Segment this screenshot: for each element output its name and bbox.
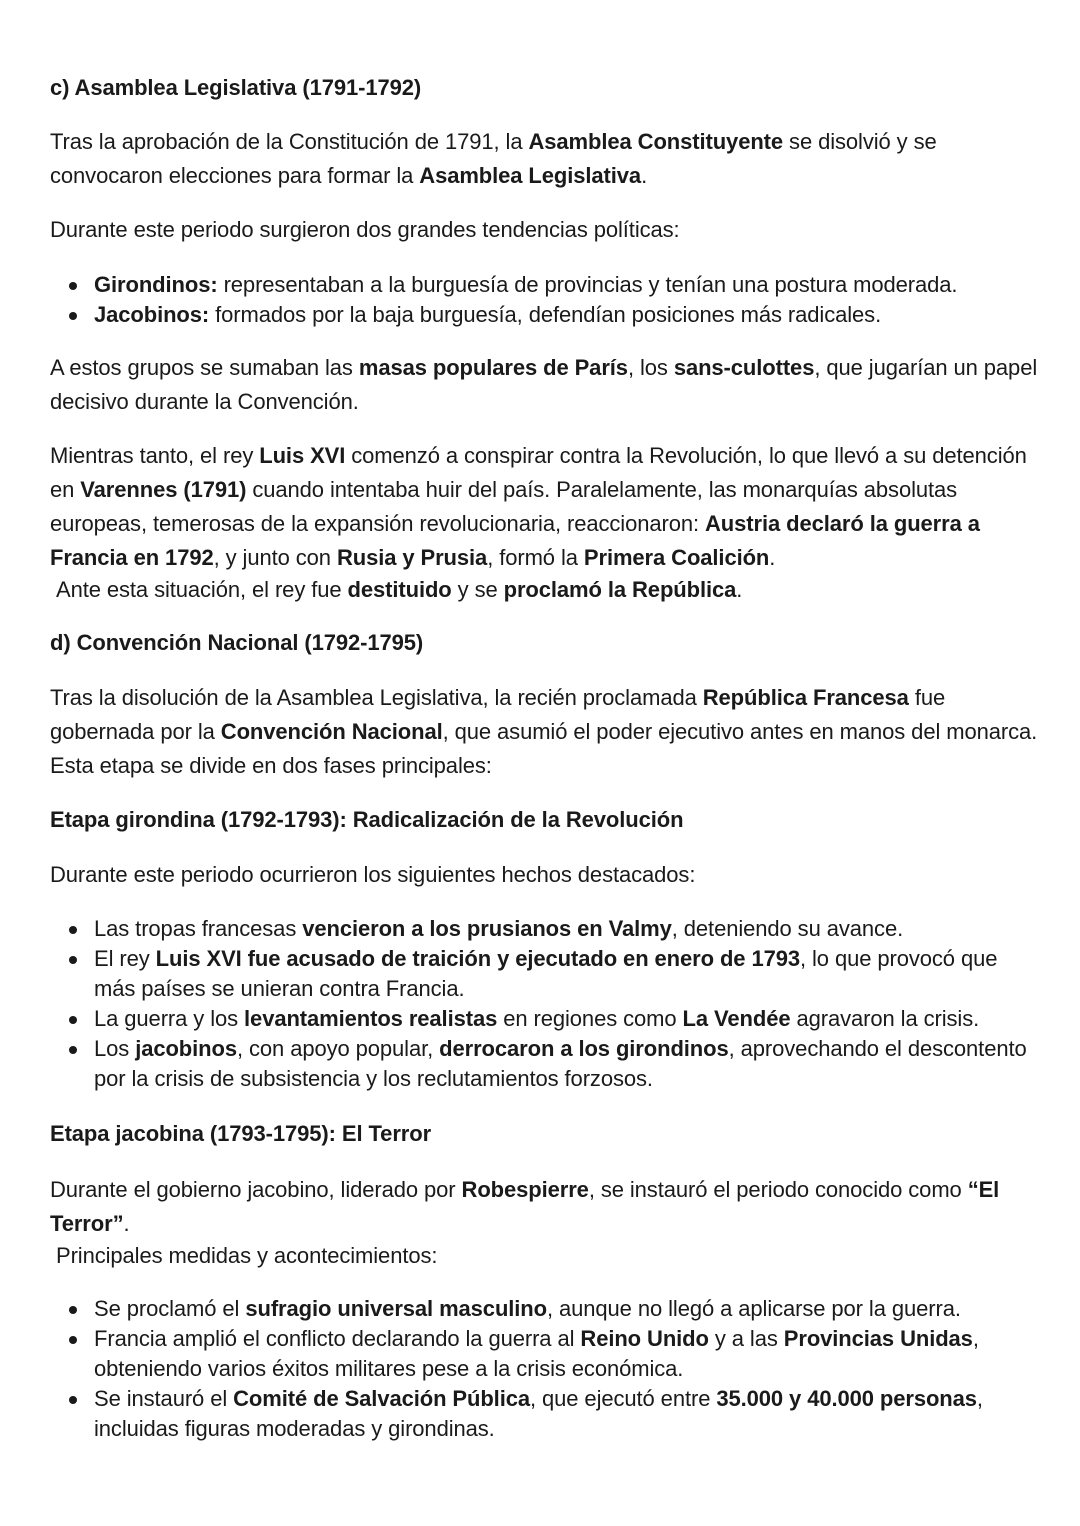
- etapa-girondina-intro: Durante este periodo ocurrieron los siguientes hechos destacados:: [50, 862, 696, 887]
- bold-text: Luis XVI: [259, 443, 346, 468]
- text: Tras la disolución de la Asamblea Legislativa, la recién proclamada: [50, 685, 703, 710]
- text: y se: [451, 577, 504, 602]
- text: .: [123, 1211, 130, 1236]
- bold-text: proclamó la República: [503, 577, 737, 602]
- text: , y junto con: [213, 545, 337, 570]
- text: representaban a la burguesía de provincias y tenían una postura moderada.: [217, 272, 958, 297]
- text: , aunque no llegó a aplicarse por la guerra.: [546, 1296, 961, 1321]
- bold-text: Girondinos:: [94, 272, 218, 297]
- bold-text: levantamientos realistas: [244, 1006, 498, 1031]
- bold-text: Comité de Salvación Pública: [233, 1386, 530, 1411]
- bold-text: La Vendée: [682, 1006, 791, 1031]
- text: .: [641, 163, 648, 188]
- text: , que asumió el poder ejecutivo antes en manos del monarca. Esta etapa se divide en dos fases principales:: [50, 719, 1038, 778]
- text: en regiones como: [497, 1006, 683, 1031]
- etapa-jacobina-subintro: Principales medidas y acontecimientos:: [56, 1243, 438, 1268]
- text: Los: [94, 1036, 136, 1061]
- text: La guerra y los: [94, 1006, 245, 1031]
- text: Se proclamó el: [94, 1296, 246, 1321]
- bold-text: 35.000 y 40.000 personas: [716, 1386, 977, 1411]
- section-d-heading: d) Convención Nacional (1792-1795): [50, 630, 424, 655]
- etapa-jacobina-heading: Etapa jacobina (1793-1795): El Terror: [50, 1121, 432, 1146]
- bold-text: Asamblea Legislativa: [419, 163, 642, 188]
- text: comenzó a conspirar contra la Revolución, lo que llevó a su detención en: [50, 443, 1027, 502]
- bold-text: jacobinos: [135, 1036, 237, 1061]
- tendencias-list: [50, 270, 1040, 330]
- section-c-paragraph-3: [50, 351, 1040, 419]
- section-d-paragraph-1: [50, 681, 1040, 783]
- text: .: [769, 545, 776, 570]
- bold-text: Convención Nacional: [220, 719, 443, 744]
- list-item: [50, 944, 1040, 1004]
- bold-text: Jacobinos:: [94, 302, 210, 327]
- text: A estos grupos se sumaban las: [50, 355, 359, 380]
- list-item: [50, 300, 1040, 330]
- text: Se instauró el: [94, 1386, 234, 1411]
- bold-text: Robespierre: [461, 1177, 589, 1202]
- text: se disolvió y se convocaron elecciones para formar la: [50, 129, 937, 188]
- text: Ante esta situación, el rey fue: [56, 577, 348, 602]
- bold-text: Varennes (1791): [80, 477, 247, 502]
- text: Las tropas francesas: [94, 916, 303, 941]
- list-item: [50, 270, 1040, 300]
- list-item: [50, 1034, 1040, 1094]
- list-item: [50, 1384, 1040, 1444]
- text: .: [736, 577, 743, 602]
- text: , que ejecutó entre: [529, 1386, 717, 1411]
- bold-text: Provincias Unidas: [783, 1326, 973, 1351]
- bold-text: destituido: [347, 577, 452, 602]
- section-c-paragraph-4: [50, 439, 1040, 575]
- bold-text: República Francesa: [702, 685, 909, 710]
- bold-text: sans-culottes: [673, 355, 815, 380]
- list-item: [50, 1294, 1040, 1324]
- bold-text: “El Terror”: [50, 1177, 1000, 1236]
- text: , los: [627, 355, 674, 380]
- text: cuando intentaba huir del país. Paralelamente, las monarquías absolutas europeas, temerosas de la expansión revolucionaria, reaccionaron:: [50, 477, 958, 536]
- section-c-heading: c) Asamblea Legislativa (1791-1792): [50, 75, 422, 100]
- text: , aprovechando el descontento por la crisis de subsistencia y los reclutamientos forzosos.: [94, 1036, 1027, 1091]
- section-c-paragraph-5: [50, 573, 1046, 607]
- text: Tras la aprobación de la Constitución de 1791, la: [50, 129, 529, 154]
- bold-text: derrocaron a los girondinos: [439, 1036, 729, 1061]
- section-c-paragraph-1: [50, 125, 1040, 193]
- bold-text: vencieron a los prusianos en Valmy: [302, 916, 672, 941]
- text: , lo que provocó que más países se unieran contra Francia.: [94, 946, 998, 1001]
- etapa-girondina-heading: Etapa girondina (1792-1793): Radicalización de la Revolución: [50, 807, 684, 832]
- text: Durante el gobierno jacobino, liderado por: [50, 1177, 462, 1202]
- text: El rey: [94, 946, 156, 971]
- text: , incluidas figuras moderadas y girondinas.: [94, 1386, 983, 1441]
- text: , que jugarían un papel decisivo durante la Convención.: [50, 355, 1038, 414]
- bold-text: Austria declaró la guerra a Francia en 1792: [50, 511, 980, 570]
- etapa-jacobina-intro: [50, 1173, 1040, 1241]
- text: fue gobernada por la: [50, 685, 946, 744]
- bold-text: Rusia y Prusia: [336, 545, 488, 570]
- text: Mientras tanto, el rey: [50, 443, 260, 468]
- bold-text: Asamblea Constituyente: [528, 129, 784, 154]
- list-item: [50, 1324, 1040, 1384]
- list-item: [50, 1004, 1040, 1034]
- section-c-paragraph-2: Durante este periodo surgieron dos grandes tendencias políticas:: [50, 217, 680, 242]
- list-item: [50, 914, 1040, 944]
- text: agravaron la crisis.: [790, 1006, 980, 1031]
- bold-text: Primera Coalición: [583, 545, 770, 570]
- text: , con apoyo popular,: [236, 1036, 440, 1061]
- bold-text: Reino Unido: [580, 1326, 709, 1351]
- etapa-jacobina-list: [50, 1294, 1040, 1444]
- text: formados por la baja burguesía, defendían posiciones más radicales.: [209, 302, 882, 327]
- bold-text: Luis XVI fue acusado de traición y ejecutado en enero de 1793: [155, 946, 800, 971]
- bold-text: sufragio universal masculino: [245, 1296, 547, 1321]
- bold-text: masas populares de París: [358, 355, 628, 380]
- text: , formó la: [487, 545, 584, 570]
- text: , se instauró el periodo conocido como: [588, 1177, 968, 1202]
- etapa-girondina-list: [50, 914, 1040, 1094]
- text: , deteniendo su avance.: [671, 916, 904, 941]
- text: Francia amplió el conflicto declarando la guerra al: [94, 1326, 581, 1351]
- text: , obteniendo varios éxitos militares pese a la crisis económica.: [94, 1326, 979, 1381]
- text: y a las: [708, 1326, 784, 1351]
